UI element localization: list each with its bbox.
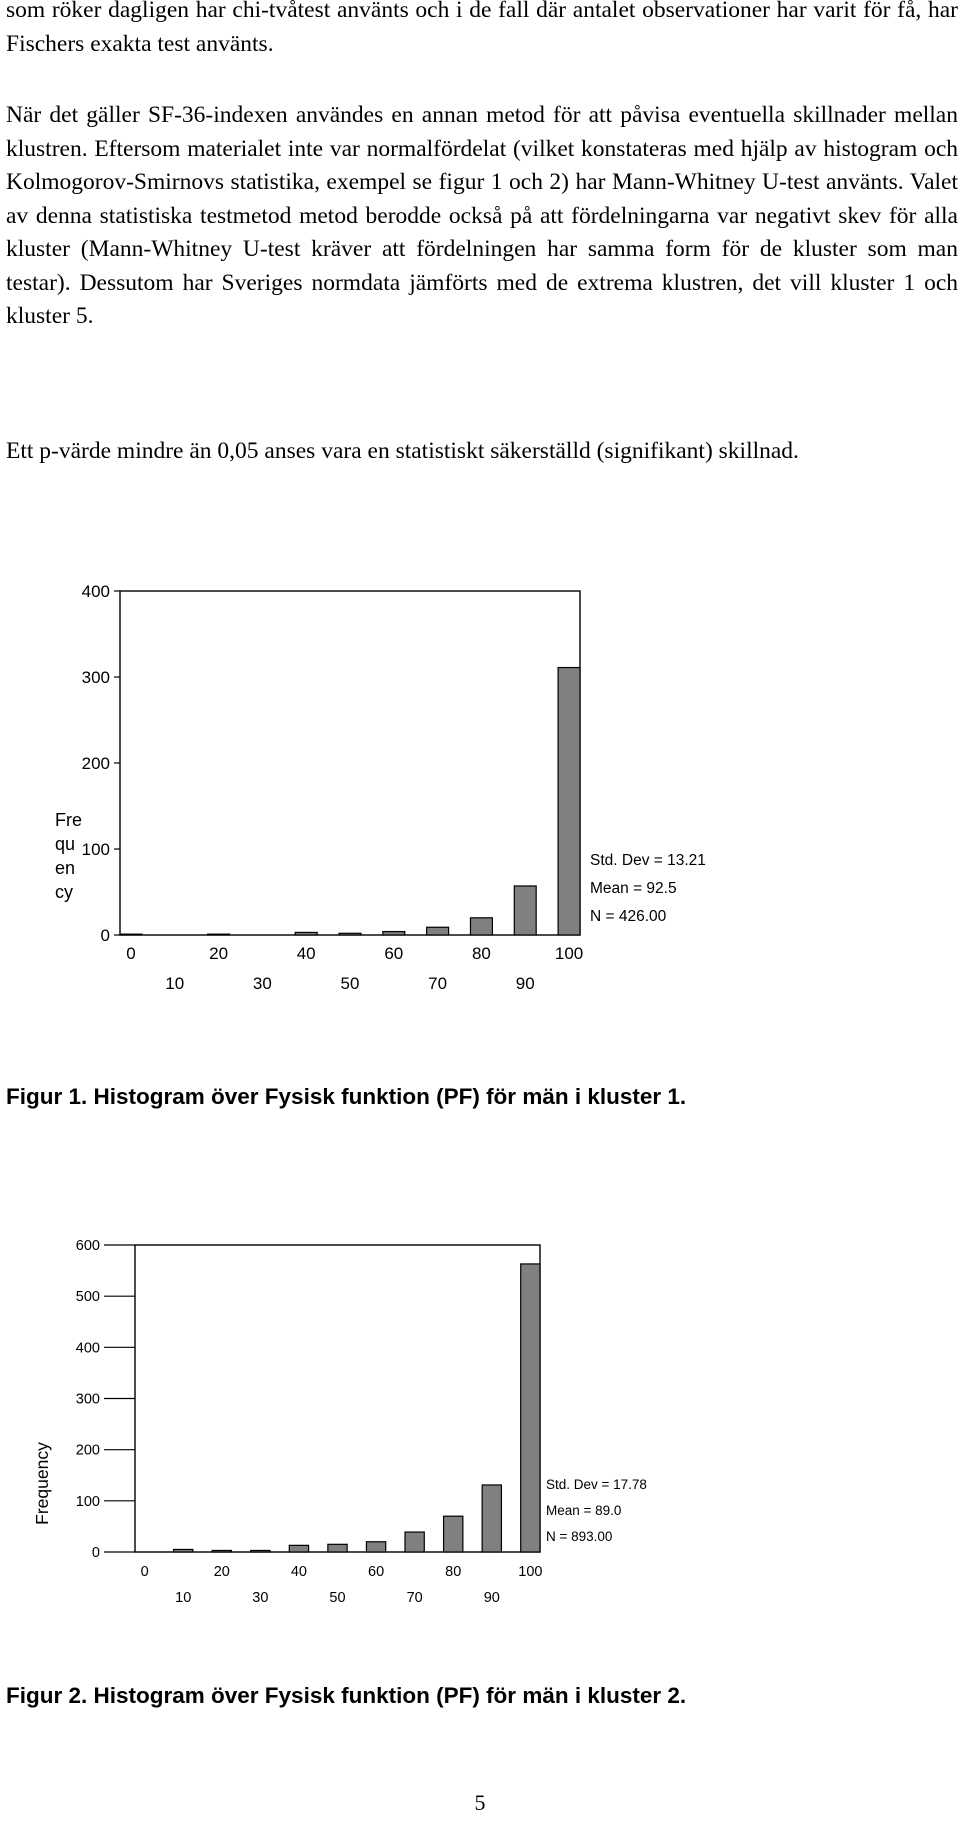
x-tick-label: 10 bbox=[175, 1590, 192, 1606]
histogram-bar-20 bbox=[212, 1550, 231, 1552]
y-axis-label: Fre bbox=[55, 810, 82, 830]
x-tick-label: 0 bbox=[126, 944, 136, 963]
y-tick-label: 0 bbox=[91, 1545, 100, 1562]
y-tick-label: 200 bbox=[75, 1442, 100, 1459]
histogram-bar-100 bbox=[521, 1264, 540, 1552]
plot-frame bbox=[135, 1245, 540, 1552]
y-tick-label: 300 bbox=[81, 667, 110, 687]
y-tick-label: 100 bbox=[75, 1493, 100, 1510]
y-tick-label: 400 bbox=[75, 1340, 100, 1357]
paragraph-intro: som röker dagligen har chi-tvåtest använts och i de fall där antalet observationer har varit för få, har Fischers exakta test använts. bbox=[6, 0, 958, 57]
x-tick-label: 20 bbox=[213, 1564, 230, 1580]
y-tick-label: 600 bbox=[75, 1238, 100, 1255]
y-tick-label: 400 bbox=[81, 581, 110, 601]
y-tick-label: 200 bbox=[81, 753, 110, 773]
x-tick-label: 60 bbox=[368, 1564, 385, 1580]
histogram-bar-50 bbox=[328, 1544, 347, 1552]
histogram-bar-60 bbox=[366, 1542, 385, 1552]
y-axis-label: en bbox=[55, 858, 76, 878]
x-tick-label: 10 bbox=[165, 974, 185, 993]
x-tick-label: 40 bbox=[296, 944, 316, 963]
x-tick-label: 20 bbox=[209, 944, 229, 963]
stats-label: Mean = 92.5 bbox=[590, 880, 677, 897]
x-tick-label: 30 bbox=[252, 1590, 269, 1606]
x-tick-label: 70 bbox=[406, 1590, 423, 1606]
x-tick-label: 40 bbox=[290, 1564, 307, 1580]
x-tick-label: 90 bbox=[483, 1590, 500, 1606]
x-tick-label: 50 bbox=[340, 974, 360, 993]
y-tick-label: 500 bbox=[75, 1289, 100, 1306]
stats-label: Std. Dev = 17.78 bbox=[546, 1477, 647, 1492]
paragraph-pvalue: Ett p-värde mindre än 0,05 anses vara en statistiskt säkerställd (signifikant) skillnad. bbox=[6, 438, 799, 464]
y-tick-label: 100 bbox=[81, 839, 110, 859]
y-axis-label: cy bbox=[55, 882, 73, 902]
histogram-bar-10 bbox=[174, 1549, 193, 1552]
stats-label: Mean = 89.0 bbox=[546, 1503, 622, 1518]
y-axis-label: qu bbox=[55, 834, 76, 854]
x-tick-label: 80 bbox=[471, 944, 491, 963]
x-tick-label: 0 bbox=[140, 1564, 149, 1580]
x-tick-label: 100 bbox=[554, 944, 584, 963]
page-number: 5 bbox=[474, 1790, 486, 1815]
x-tick-label: 70 bbox=[428, 974, 448, 993]
x-tick-label: 80 bbox=[445, 1564, 462, 1580]
x-tick-label: 50 bbox=[329, 1590, 346, 1606]
x-tick-label: 30 bbox=[252, 974, 272, 993]
histogram-bar-90 bbox=[482, 1485, 501, 1552]
y-axis-label: Frequency bbox=[32, 1442, 52, 1525]
x-tick-label: 60 bbox=[384, 944, 404, 963]
figure-1-caption: Figur 1. Histogram över Fysisk funktion (PF) för män i kluster 1. bbox=[6, 1084, 687, 1109]
paragraph-method: När det gäller SF-36-indexen användes en annan metod för att påvisa eventuella skillnader mellan klustren. Eftersom materialet inte var normalfördelat (vilket konstateras med hjälp av histogram och Kolmogorov-Smirnovs statistika, exempel se figur 1 och 2) har Mann-Whitney U-test använts. Valet av denna statistiska testmetod metod berodde också på att fördelningarna var negativt skev för alla kluster (Mann-Whitney U-test kräver att fördelningen har samma form för de kluster som man testar). Dessutom har Sveriges normdata jämförts med de extrema klustren, det vill kluster 1 och kluster 5. bbox=[6, 102, 958, 329]
stats-label: N = 893.00 bbox=[546, 1529, 613, 1544]
x-tick-label: 100 bbox=[518, 1564, 543, 1580]
histogram-bar-80 bbox=[444, 1516, 463, 1552]
y-tick-label: 0 bbox=[100, 925, 110, 945]
histogram-bar-40 bbox=[289, 1545, 308, 1552]
figure-2-caption: Figur 2. Histogram över Fysisk funktion (PF) för män i kluster 2. bbox=[6, 1683, 687, 1708]
histogram-bar-30 bbox=[251, 1550, 270, 1552]
stats-label: Std. Dev = 13.21 bbox=[590, 852, 706, 869]
x-tick-label: 90 bbox=[515, 974, 535, 993]
y-tick-label: 300 bbox=[75, 1391, 100, 1408]
histogram-bar-70 bbox=[405, 1532, 424, 1552]
stats-label: N = 426.00 bbox=[590, 908, 667, 925]
